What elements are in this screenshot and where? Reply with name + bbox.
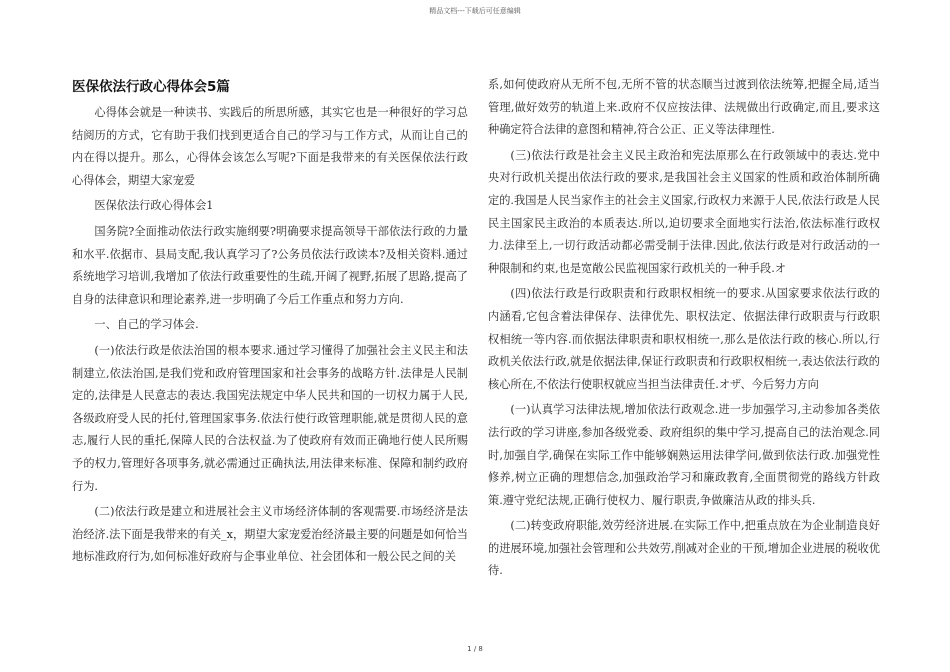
paragraph: (一)认真学习法律法规,增加依法行政观念.进一步加强学习,主动参加各类依法行政的学习讲座,参加各级党委、政府组织的集中学习,提高自己的法治观念.同时,加强自学,确保在实际工作中能够娴熟运用法律学问,做到依法行政.加强党性修养,树立正确的理想信念,加强政治学习和廉政教育,全面贯彻党的路线方针政策.遵守党纪法规,正确行使权力、履行职责,争做廉洁从政的排头兵. bbox=[488, 403, 880, 507]
paragraph: (四)依法行政是行政职责和行政职权相统一的要求.从国家要求依法行政的内涵看,它包含着法律保存、法律优先、职权法定、依据法律行政职责与行政职权相统一等内容.而依据法律职责和职权相统一,那么是依法行政的核心.所以,行政机关依法行政,就是依据法律,保证行政职责和行政职权相统一,表达依法行政的核心所在,不依法行使职权就应当担当法律责任.オザ、今后努力方向 bbox=[488, 287, 880, 391]
paragraph: (一)依法行政是依法治国的根本要求.通过学习懂得了加强社会主义民主和法制建立,依法治国,是我们党和政府管理国家和社会事务的战略方针.法律是人民制定的,法律是人民意志的表达.我国宪法规定中华人民共和国的一切权力属于人民,各级政府受人民的托付,管理国家事务.依法行使行政管理职能,就是贯彻人民的意志,履行人民的重托,保障人民的合法权益.为了使政府有效而正确地行使人民所赐予的权力,管理好各项事务,就必需通过正确执法,用法律来标准、保障和制约政府行为. bbox=[72, 343, 468, 493]
paragraph: 国务院?全面推动依法行政实施纲要?明确要求提高领导干部依法行政的力量和水平.依据市、县局支配,我认真学习了?公务员依法行政读本?及相关资料.通过系统地学习培训,我增加了依法行政重要性的生疏,开阔了视野,拓展了思路,提高了自身的法律意识和理论素养,进一步明确了今后工作重点和努力方向. bbox=[72, 224, 468, 306]
page-header: 精品文档---下载后可任意编辑 bbox=[429, 7, 521, 15]
section-heading: 医保依法行政心得体会1 bbox=[94, 199, 214, 213]
paragraph-continued: 系,如何使政府从无所不包,无所不管的状态顺当过渡到依法统筹,把握全局,适当管理,做好效劳的轨道上来.政府不仅应按法律、法规做出行政确定,而且,要求这种确定符合法律的意图和精神,符合公正、正义等法律理性. bbox=[488, 78, 880, 137]
left-column bbox=[72, 74, 468, 569]
right-column bbox=[488, 74, 880, 583]
paragraph: (二)转变政府职能,效劳经济进展.在实际工作中,把重点放在为企业制造良好的进展环境,加强社会管理和公共效劳,削减对企业的干预,增加企业进展的税收优待. bbox=[488, 519, 880, 578]
paragraph: (三)依法行政是社会主义民主政治和宪法原那么在行政领域中的表达.党中央对行政机关提出依法行政的要求,是我国社会主义国家的性质和政治体制所确定的.我国是人民当家作主的社会主义国家,行政权力来源于人民,依法行政是人民民主国家民主政治的本质表达.所以,迫切要求全面地实行法治,依法标准行政权力.法律至上,一切行政活动都必需受制于法律.因此,依法行政是对行政活动的一种限制和约束,也是宽敞公民监视国家行政机关的一种手段.オ bbox=[488, 148, 880, 275]
paragraph: (二)依法行政是建立和进展社会主义市场经济体制的客观需要.市场经济是法治经济.法下面是我带来的有关_x，期望大家宠爱治经济最主要的问题是如何恰当地标准政府行为,如何标准好政府与企事业单位、社会团体和一般公民之间的关 bbox=[72, 505, 468, 564]
intro-paragraph: 心得体会就是一种读书、实践后的所思所感，其实它也是一种很好的学习总结阅历的方式，它有助于我们找到更适合自己的学习与工作方式，从而让自己的内在得以提升。那么，心得体会该怎么写呢?下面是我带来的有关医保依法行政心得体会，期望大家宠爱 bbox=[72, 106, 468, 187]
subheading: 一、自己的学习体会. bbox=[94, 318, 199, 332]
document-title: 医保依法行政心得体会5篇 bbox=[72, 79, 230, 95]
page-number: 1 / 8 bbox=[467, 645, 483, 653]
